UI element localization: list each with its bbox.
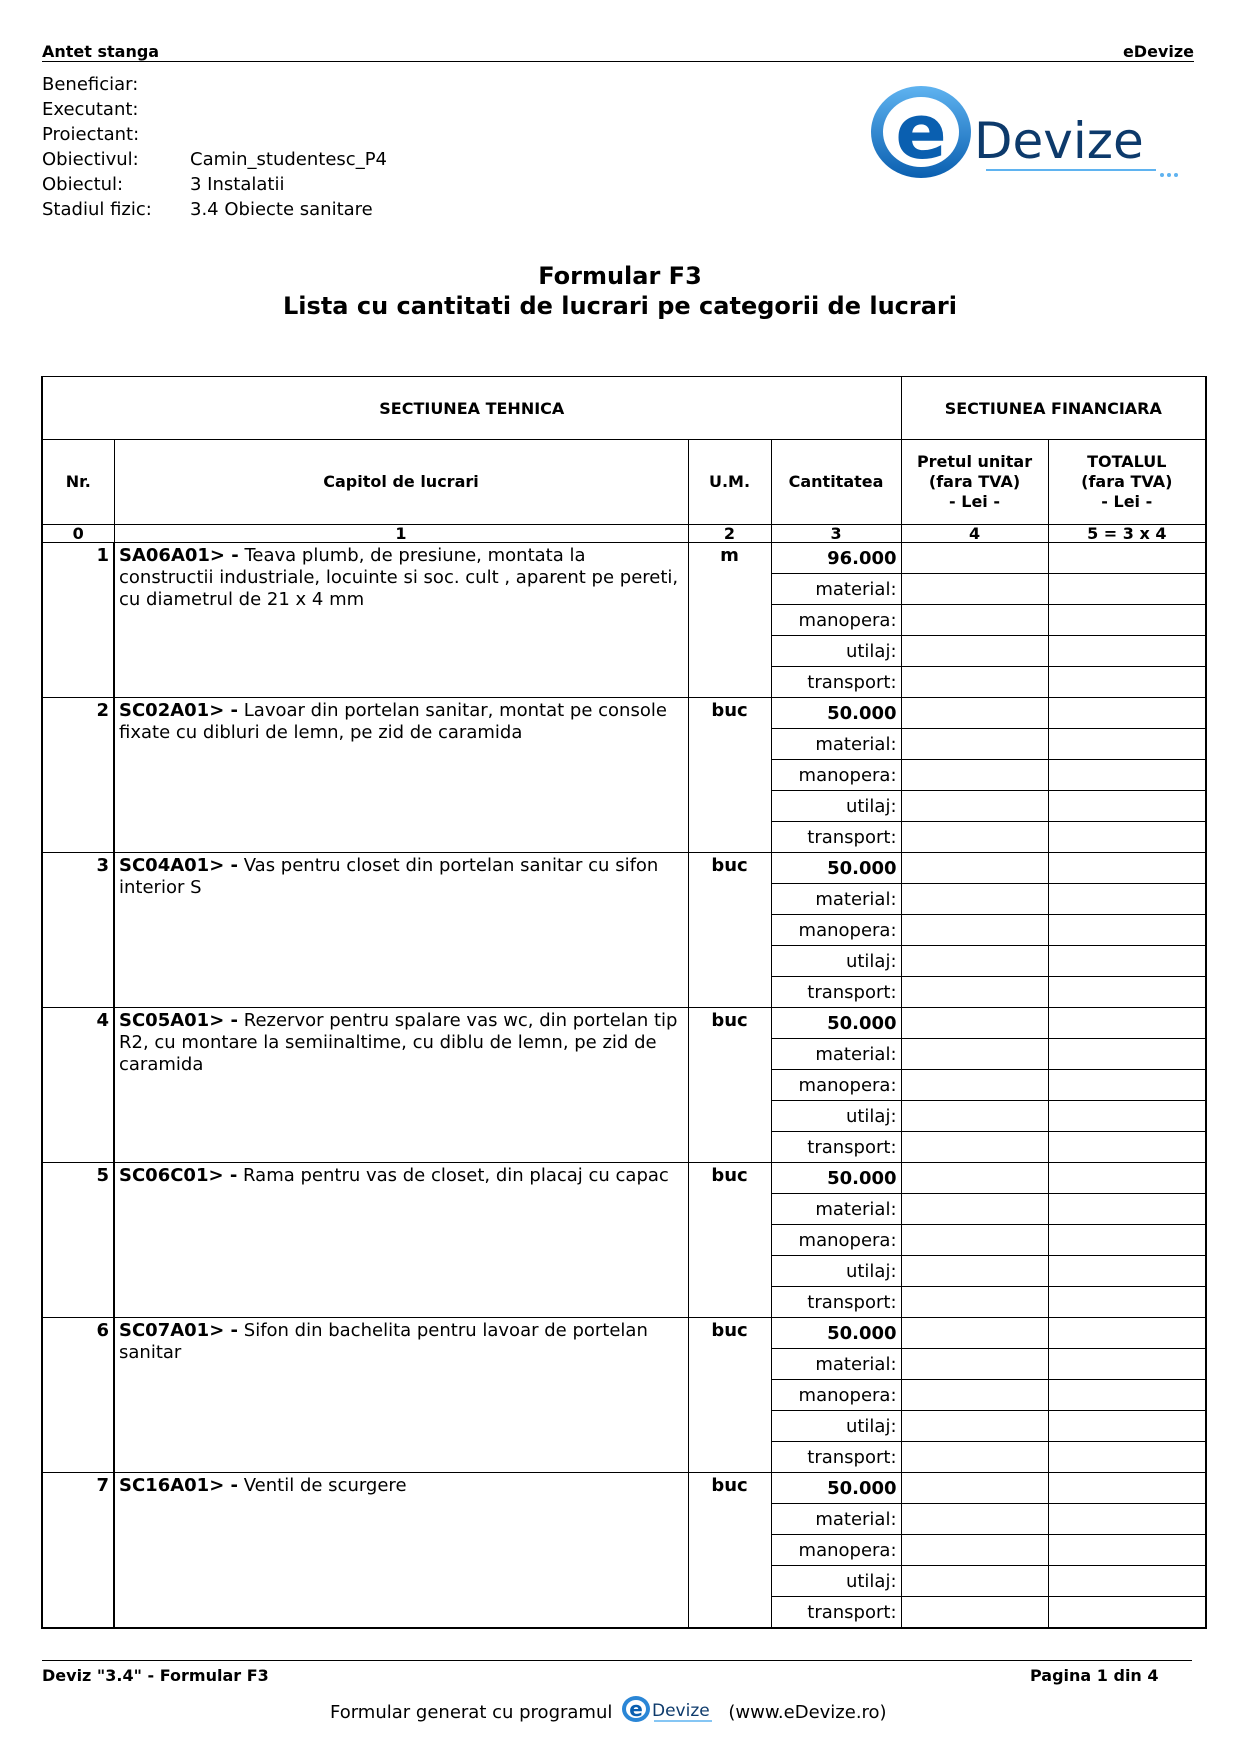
cost-component-label: manopera: <box>771 760 901 791</box>
total-cell <box>1048 1287 1206 1318</box>
col-header-cantitate: Cantitatea <box>771 440 901 525</box>
header-left: Antet stanga <box>42 42 160 61</box>
total-cell <box>1048 698 1206 729</box>
header-divider <box>42 61 1194 62</box>
cost-component-label: utilaj: <box>771 791 901 822</box>
meta-value: Camin_studentesc_P4 <box>190 149 388 170</box>
cost-component-label: material: <box>771 1194 901 1225</box>
cost-component-label: utilaj: <box>771 636 901 667</box>
price-cell <box>901 1566 1048 1597</box>
price-cell <box>901 977 1048 1008</box>
item-nr: 7 <box>42 1473 114 1629</box>
total-cell <box>1048 636 1206 667</box>
footer-left: Deviz "3.4" - Formular F3 <box>42 1666 269 1685</box>
item-quantity: 50.000 <box>771 1008 901 1039</box>
item-code: SC06C01> - <box>119 1165 238 1186</box>
item-code: SC07A01> - <box>119 1320 239 1341</box>
meta-row <box>42 72 387 97</box>
total-cell <box>1048 1411 1206 1442</box>
cost-component-label: utilaj: <box>771 1101 901 1132</box>
price-cell <box>901 760 1048 791</box>
item-um: buc <box>688 1008 771 1163</box>
item-description <box>114 543 688 698</box>
table-row <box>42 543 1206 574</box>
cost-component-label: manopera: <box>771 1225 901 1256</box>
price-cell <box>901 1101 1048 1132</box>
header-right: eDevize <box>1122 42 1194 61</box>
item-description <box>114 1318 688 1473</box>
item-desc-text: Teava plumb, de presiune, montata la constructii industriale, locuinte si soc. cult , aparent pe pereti, cu diametrul de 21 x 4 mm <box>119 545 679 610</box>
col-header-capitol: Capitol de lucrari <box>114 440 688 525</box>
item-description <box>114 853 688 1008</box>
footer-page-number: Pagina 1 din 4 <box>1030 1666 1159 1685</box>
meta-value: 3.4 Obiecte sanitare <box>190 199 373 220</box>
total-cell <box>1048 946 1206 977</box>
item-desc-text: Lavoar din portelan sanitar, montat pe console fixate cu dibluri de lemn, pe zid de caramida <box>119 700 667 743</box>
item-um: m <box>688 543 771 698</box>
item-quantity: 50.000 <box>771 698 901 729</box>
total-cell <box>1048 1256 1206 1287</box>
item-um: buc <box>688 1163 771 1318</box>
col-header-pret-l2: (fara TVA) <box>928 472 1021 491</box>
item-code: SA06A01> - <box>119 545 239 566</box>
cost-component-label: transport: <box>771 667 901 698</box>
edevize-logo <box>866 80 1196 190</box>
footer-divider <box>42 1660 1192 1661</box>
meta-row <box>42 147 387 172</box>
price-cell <box>901 1225 1048 1256</box>
col-header-pret <box>901 440 1048 525</box>
total-cell <box>1048 574 1206 605</box>
meta-label: Obiectivul: <box>42 149 139 170</box>
small-logo-text: Devize <box>652 1701 711 1721</box>
project-meta <box>42 72 387 222</box>
cost-component-label: material: <box>771 1039 901 1070</box>
cost-component-label: manopera: <box>771 1070 901 1101</box>
item-nr: 4 <box>42 1008 114 1163</box>
generated-by-suffix: (www.eDevize.ro) <box>728 1702 887 1723</box>
cost-component-label: manopera: <box>771 915 901 946</box>
total-cell <box>1048 1225 1206 1256</box>
col-header-nr: Nr. <box>42 440 114 525</box>
item-code: SC05A01> - <box>119 1010 239 1031</box>
item-um: buc <box>688 853 771 1008</box>
total-cell <box>1048 1194 1206 1225</box>
meta-value: 3 Instalatii <box>190 174 285 195</box>
total-cell <box>1048 1132 1206 1163</box>
item-quantity: 50.000 <box>771 1318 901 1349</box>
meta-label: Beneficiar: <box>42 74 139 95</box>
generated-by-line <box>330 1694 887 1731</box>
total-cell <box>1048 1101 1206 1132</box>
section-technical: SECTIUNEA TEHNICA <box>42 377 901 440</box>
price-cell <box>901 1318 1048 1349</box>
item-quantity: 50.000 <box>771 1473 901 1504</box>
price-cell <box>901 1039 1048 1070</box>
item-desc-text: Rama pentru vas de closet, din placaj cu capac <box>243 1165 669 1186</box>
generated-by-prefix: Formular generat cu programul <box>330 1702 613 1723</box>
column-index-row <box>42 525 1206 543</box>
item-desc-text: Vas pentru closet din portelan sanitar cu sifon interior S <box>119 855 659 898</box>
price-cell <box>901 605 1048 636</box>
meta-row <box>42 197 387 222</box>
price-cell <box>901 1597 1048 1629</box>
total-cell <box>1048 1380 1206 1411</box>
table-row <box>42 1473 1206 1504</box>
cost-component-label: material: <box>771 574 901 605</box>
total-cell <box>1048 1535 1206 1566</box>
item-code: SC02A01> - <box>119 700 239 721</box>
price-cell <box>901 915 1048 946</box>
meta-label: Executant: <box>42 99 139 120</box>
price-cell <box>901 1535 1048 1566</box>
price-cell <box>901 822 1048 853</box>
price-cell <box>901 1473 1048 1504</box>
item-quantity: 50.000 <box>771 853 901 884</box>
total-cell <box>1048 543 1206 574</box>
item-quantity: 96.000 <box>771 543 901 574</box>
small-logo-letter: e <box>629 1697 644 1721</box>
item-nr: 2 <box>42 698 114 853</box>
item-um: buc <box>688 698 771 853</box>
edevize-small-logo <box>620 1694 720 1731</box>
table-row <box>42 1008 1206 1039</box>
price-cell <box>901 667 1048 698</box>
table-row <box>42 1318 1206 1349</box>
item-nr: 5 <box>42 1163 114 1318</box>
item-desc-text: Ventil de scurgere <box>243 1475 407 1496</box>
meta-label: Obiectul: <box>42 174 124 195</box>
cost-component-label: material: <box>771 884 901 915</box>
total-cell <box>1048 1163 1206 1194</box>
item-nr: 3 <box>42 853 114 1008</box>
form-subtitle: Lista cu cantitati de lucrari pe categorii de lucrari <box>283 292 957 320</box>
quantities-table <box>41 376 1207 1629</box>
total-cell <box>1048 1039 1206 1070</box>
col-index: 2 <box>688 525 771 543</box>
total-cell <box>1048 791 1206 822</box>
col-header-pret-l3: - Lei - <box>949 492 1000 511</box>
section-financial: SECTIUNEA FINANCIARA <box>901 377 1206 440</box>
item-code: SC04A01> - <box>119 855 239 876</box>
price-cell <box>901 1163 1048 1194</box>
logo-letter: e <box>895 87 947 176</box>
total-cell <box>1048 915 1206 946</box>
total-cell <box>1048 1473 1206 1504</box>
item-code: SC16A01> - <box>119 1475 239 1496</box>
cost-component-label: utilaj: <box>771 1256 901 1287</box>
price-cell <box>901 1349 1048 1380</box>
item-quantity: 50.000 <box>771 1163 901 1194</box>
cost-component-label: utilaj: <box>771 946 901 977</box>
cost-component-label: transport: <box>771 977 901 1008</box>
col-header-pret-l1: Pretul unitar <box>916 452 1033 471</box>
price-cell <box>901 698 1048 729</box>
cost-component-label: transport: <box>771 1287 901 1318</box>
meta-row <box>42 97 387 122</box>
price-cell <box>901 946 1048 977</box>
total-cell <box>1048 884 1206 915</box>
cost-component-label: manopera: <box>771 1535 901 1566</box>
total-cell <box>1048 667 1206 698</box>
col-header-total-l1: TOTALUL <box>1087 452 1167 471</box>
item-description <box>114 1008 688 1163</box>
col-index: 3 <box>771 525 901 543</box>
price-cell <box>901 729 1048 760</box>
cost-component-label: transport: <box>771 1132 901 1163</box>
price-cell <box>901 1504 1048 1535</box>
price-cell <box>901 636 1048 667</box>
price-cell <box>901 1411 1048 1442</box>
col-header-total-l2: (fara TVA) <box>1081 472 1173 491</box>
item-desc-text: Sifon din bachelita pentru lavoar de portelan sanitar <box>119 1320 648 1363</box>
price-cell <box>901 1256 1048 1287</box>
col-header-um: U.M. <box>688 440 771 525</box>
price-cell <box>901 1008 1048 1039</box>
total-cell <box>1048 822 1206 853</box>
cost-component-label: utilaj: <box>771 1566 901 1597</box>
total-cell <box>1048 1349 1206 1380</box>
item-um: buc <box>688 1473 771 1629</box>
meta-row <box>42 122 387 147</box>
item-um: buc <box>688 1318 771 1473</box>
meta-row <box>42 172 387 197</box>
total-cell <box>1048 729 1206 760</box>
cost-component-label: transport: <box>771 1442 901 1473</box>
price-cell <box>901 543 1048 574</box>
price-cell <box>901 574 1048 605</box>
item-desc-text: Rezervor pentru spalare vas wc, din portelan tip R2, cu montare la semiinaltime, cu diblu de lemn, pe zid de caramida <box>119 1010 678 1075</box>
total-cell <box>1048 1008 1206 1039</box>
total-cell <box>1048 1318 1206 1349</box>
meta-label: Proiectant: <box>42 124 140 145</box>
price-cell <box>901 1287 1048 1318</box>
cost-component-label: utilaj: <box>771 1411 901 1442</box>
col-index: 0 <box>42 525 114 543</box>
cost-component-label: manopera: <box>771 1380 901 1411</box>
total-cell <box>1048 1442 1206 1473</box>
cost-component-label: transport: <box>771 822 901 853</box>
total-cell <box>1048 977 1206 1008</box>
price-cell <box>901 1442 1048 1473</box>
price-cell <box>901 791 1048 822</box>
col-index: 4 <box>901 525 1048 543</box>
logo-text: Devize <box>974 112 1144 170</box>
total-cell <box>1048 605 1206 636</box>
col-header-total-l3: - Lei - <box>1101 492 1153 511</box>
cost-component-label: manopera: <box>771 605 901 636</box>
table-row <box>42 853 1206 884</box>
meta-label: Stadiul fizic: <box>42 199 152 220</box>
price-cell <box>901 1380 1048 1411</box>
total-cell <box>1048 760 1206 791</box>
price-cell <box>901 1132 1048 1163</box>
total-cell <box>1048 1504 1206 1535</box>
table-row <box>42 1163 1206 1194</box>
item-description <box>114 698 688 853</box>
cost-component-label: transport: <box>771 1597 901 1629</box>
cost-component-label: material: <box>771 1349 901 1380</box>
total-cell <box>1048 853 1206 884</box>
price-cell <box>901 1194 1048 1225</box>
item-nr: 1 <box>42 543 114 698</box>
col-header-total <box>1048 440 1206 525</box>
total-cell <box>1048 1597 1206 1629</box>
price-cell <box>901 853 1048 884</box>
price-cell <box>901 1070 1048 1101</box>
col-index: 5 = 3 x 4 <box>1048 525 1206 543</box>
cost-component-label: material: <box>771 1504 901 1535</box>
item-description <box>114 1473 688 1629</box>
col-index: 1 <box>114 525 688 543</box>
price-cell <box>901 884 1048 915</box>
total-cell <box>1048 1070 1206 1101</box>
cost-component-label: material: <box>771 729 901 760</box>
total-cell <box>1048 1566 1206 1597</box>
form-title: Formular F3 <box>538 262 702 290</box>
table-row <box>42 698 1206 729</box>
item-description <box>114 1163 688 1318</box>
item-nr: 6 <box>42 1318 114 1473</box>
